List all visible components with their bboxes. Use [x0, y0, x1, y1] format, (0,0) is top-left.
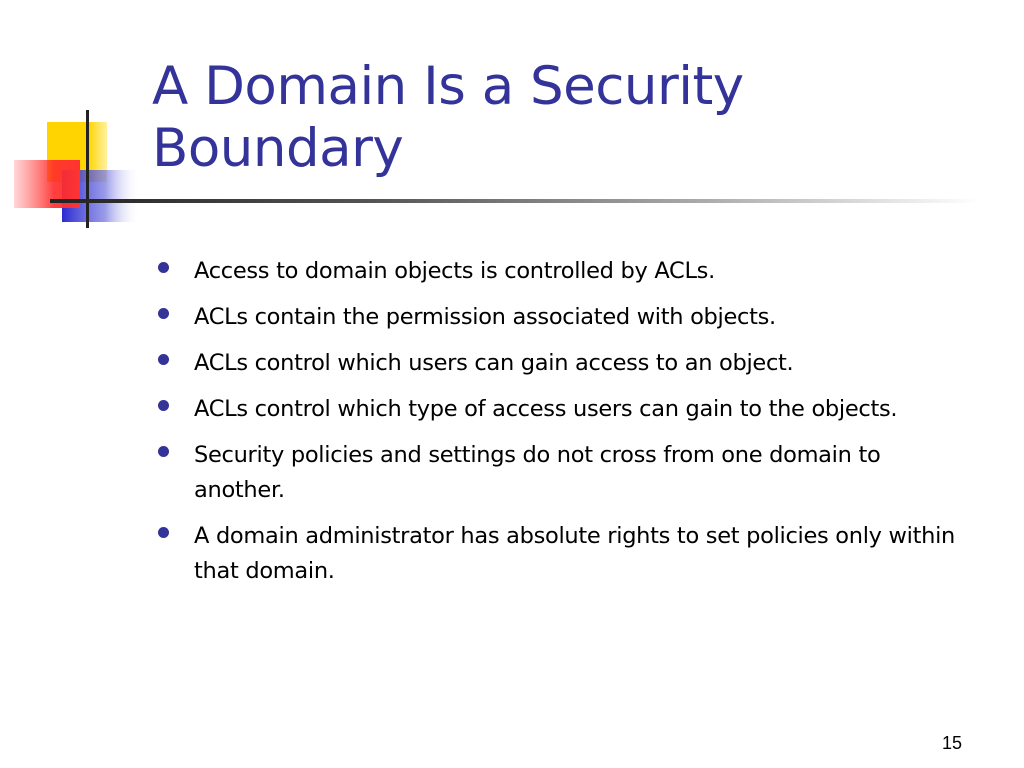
bullet-item — [155, 300, 955, 335]
bullet-icon — [158, 262, 169, 273]
bullet-text: ACLs contain the permission associated with objects. — [194, 304, 776, 330]
bullet-text: A domain administrator has absolute rights to set policies only within that domain. — [194, 523, 955, 584]
bullet-text: Security policies and settings do not cross from one domain to another. — [194, 442, 881, 503]
bullet-text: Access to domain objects is controlled by ACLs. — [194, 258, 715, 284]
bullet-icon — [158, 354, 169, 365]
bullet-icon — [158, 400, 169, 411]
bullet-item — [155, 346, 955, 381]
slide-title: A Domain Is a Security Boundary — [152, 56, 744, 179]
bullet-item — [155, 519, 955, 589]
bullet-item — [155, 254, 955, 289]
page-number: 15 — [941, 733, 962, 753]
bullet-icon — [158, 527, 169, 538]
bullet-icon — [158, 308, 169, 319]
bullet-list — [155, 254, 955, 600]
title-underline — [50, 199, 980, 203]
decorative-logo-icon — [0, 0, 160, 240]
bullet-item — [155, 438, 955, 508]
bullet-text: ACLs control which type of access users can gain to the objects. — [194, 396, 898, 422]
bullet-text: ACLs control which users can gain access to an object. — [194, 350, 794, 376]
bullet-item — [155, 392, 955, 427]
bullet-icon — [158, 446, 169, 457]
